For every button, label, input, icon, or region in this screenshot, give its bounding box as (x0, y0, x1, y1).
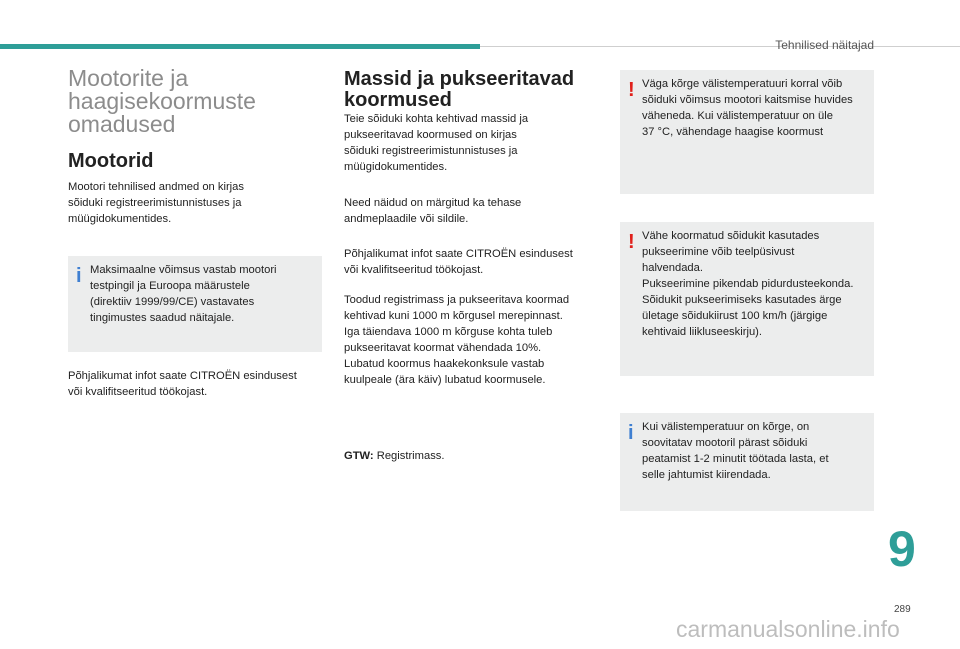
info-text: Maksimaalne võimsus vastab mootori testpingil ja Euroopa määrustele (direktiiv 1999/99/CE) vastavates tingimustes saadud näitajale. (90, 264, 277, 324)
title-line: haagisekoormuste (68, 88, 256, 114)
warning-icon: ! (628, 231, 635, 253)
top-accent-bar (0, 44, 480, 49)
watermark: carmanualsonline.info (676, 616, 900, 642)
massid-paragraph-1: Teie sõiduki kohta kehtivad massid ja pukseeritavad koormused on kirjas sõiduki registreerimistunnistuses ja müügidokumentides. (344, 113, 529, 173)
warning-text: Väga kõrge välistemperatuuri korral võib sõiduki võimsus mootori kaitsmise huvides väheneda. Kui välistemperatuur on üle 37 °C, vähendage haagise koormust (642, 78, 853, 138)
title-line: omadused (68, 111, 176, 137)
gtw-label: GTW: (344, 450, 374, 462)
massid-paragraph-2: Need näidud on märgitud ka tehase andmeplaadile või sildile. (344, 197, 522, 225)
massid-paragraph-3: Põhjalikumat infot saate CITROËN esindusest või kvalifitseeritud töökojast. (344, 248, 573, 276)
heading-mootorid: Mootorid (68, 150, 154, 172)
warning-text: Vähe koormatud sõidukit kasutades pukseerimine võib teelpüsivust halvendada. Pukseerimine pikendab pidurdusteekonda. Sõidukit pukseerimiseks kasutades ärge ületage sõidukiirust 100 km/h (järgige kehtivaid liikluseeskirju). (642, 230, 854, 338)
info-icon: i (628, 422, 634, 444)
gtw-text: Registrimass. (373, 450, 445, 462)
massid-paragraph-4: Toodud registrimass ja pukseeritava koormad kehtivad kuni 1000 m kõrgusel merepinnast. Iga täiendava 1000 m kõrguse kohta tuleb pukseeritavat koormat vähendada 10%. Lubatud koormus haakekonksule vastab kuulpeale (ära käiv) lubatud koormusele. (344, 294, 570, 386)
gtw-line (344, 448, 594, 464)
page-number: 289 (894, 604, 911, 615)
info-box-cooling (620, 413, 874, 511)
warning-box-high-temp (620, 70, 874, 194)
mootorid-paragraph: Mootori tehnilised andmed on kirjas sõiduki registreerimistunnistuses ja müügidokumentides. (68, 181, 244, 225)
info-icon: i (76, 265, 82, 287)
warning-icon: ! (628, 79, 635, 101)
info-text: Kui välistemperatuur on kõrge, on soovitatav mootoril pärast sõiduki peatamist 1-2 minutit töötada lasta, et selle jahtumist kiirendada. (642, 421, 829, 481)
info-box-max-power (68, 256, 322, 352)
heading-massid: Massid ja pukseeritavad koormused (344, 68, 575, 111)
page-title (68, 67, 308, 136)
section-header: Tehnilised näitajad (775, 38, 874, 52)
chapter-number: 9 (888, 521, 916, 577)
warning-box-towing (620, 222, 874, 376)
title-line: Mootorite ja (68, 65, 189, 91)
dealer-paragraph: Põhjalikumat infot saate CITROËN esindusest või kvalifitseeritud töökojast. (68, 370, 297, 398)
